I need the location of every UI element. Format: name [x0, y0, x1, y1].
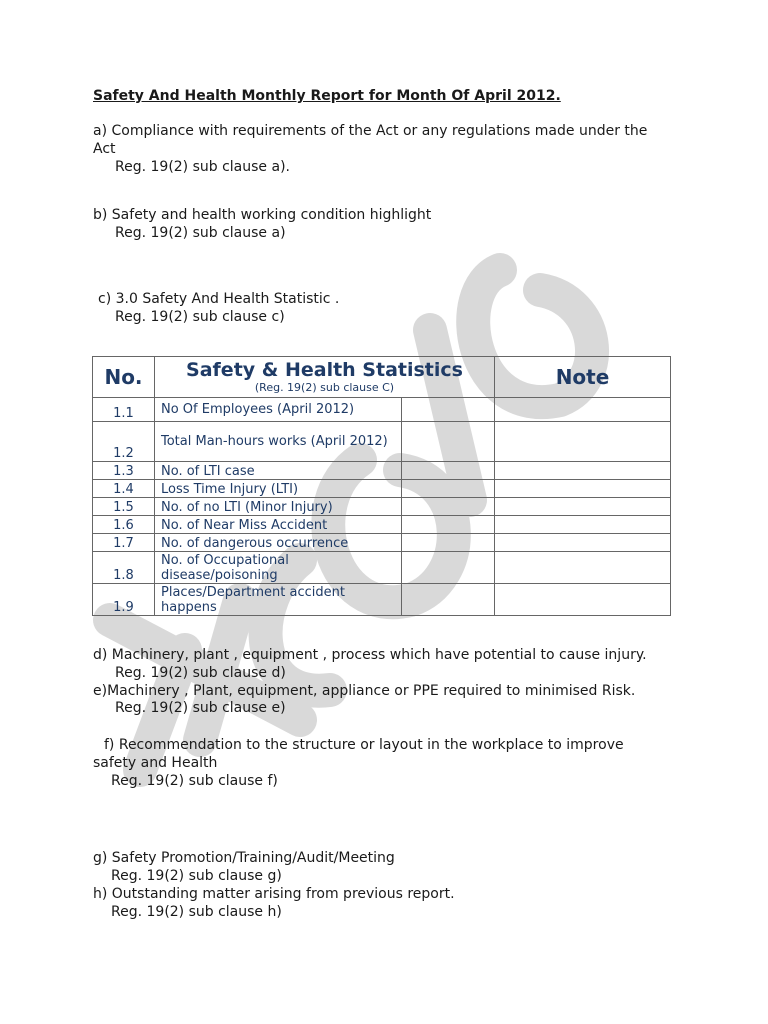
row-number: 1.4 — [93, 480, 155, 498]
section-a-reg: Reg. 19(2) sub clause a). — [115, 159, 290, 175]
section-c-reg: Reg. 19(2) sub clause c) — [115, 309, 285, 325]
row-note-cell[interactable] — [495, 422, 671, 462]
table-row — [93, 422, 671, 462]
row-note-cell[interactable] — [495, 552, 671, 584]
row-note-cell[interactable] — [495, 498, 671, 516]
header-note: Note — [495, 357, 671, 398]
row-item: Total Man-hours works (April 2012) — [155, 422, 402, 462]
row-note-cell[interactable] — [495, 516, 671, 534]
row-note-cell[interactable] — [495, 584, 671, 616]
row-value-cell[interactable] — [402, 584, 495, 616]
section-f-text: f) Recommendation to the structure or layout in the workplace to improve — [104, 737, 624, 753]
header-stats-title: Safety & Health Statistics — [186, 359, 463, 381]
table-row — [93, 498, 671, 516]
section-a-text-cont: Act — [93, 141, 116, 157]
row-item: No Of Employees (April 2012) — [155, 398, 402, 422]
row-note-cell[interactable] — [495, 480, 671, 498]
row-number: 1.8 — [93, 552, 155, 584]
section-g-text: g) Safety Promotion/Training/Audit/Meeting — [93, 850, 395, 866]
table-row — [93, 516, 671, 534]
row-number: 1.3 — [93, 462, 155, 480]
row-value-cell[interactable] — [402, 398, 495, 422]
table-row — [93, 552, 671, 584]
section-e-text: e)Machinery , Plant, equipment, appliance or PPE required to minimised Risk. — [93, 683, 636, 699]
row-number: 1.5 — [93, 498, 155, 516]
section-c-text: c) 3.0 Safety And Health Statistic . — [98, 291, 340, 307]
row-value-cell[interactable] — [402, 498, 495, 516]
header-stats-sub: (Reg. 19(2) sub clause C) — [254, 381, 395, 394]
section-f-reg: Reg. 19(2) sub clause f) — [111, 773, 278, 789]
row-number: 1.6 — [93, 516, 155, 534]
report-title: Safety And Health Monthly Report for Month Of April 2012. — [93, 88, 561, 104]
row-value-cell[interactable] — [402, 552, 495, 584]
row-item: Loss Time Injury (LTI) — [155, 480, 402, 498]
row-note-cell[interactable] — [495, 398, 671, 422]
section-g-reg: Reg. 19(2) sub clause g) — [111, 868, 282, 884]
row-value-cell[interactable] — [402, 534, 495, 552]
row-note-cell[interactable] — [495, 534, 671, 552]
row-value-cell[interactable] — [402, 516, 495, 534]
row-item: No. of dangerous occurrence — [155, 534, 402, 552]
row-item: No. of Occupational disease/poisoning — [155, 552, 402, 584]
table-header-row — [93, 357, 671, 398]
section-b-text: b) Safety and health working condition highlight — [93, 207, 432, 223]
section-e-reg: Reg. 19(2) sub clause e) — [115, 700, 286, 716]
table-row — [93, 398, 671, 422]
row-number: 1.9 — [93, 584, 155, 616]
row-item: No. of Near Miss Accident — [155, 516, 402, 534]
table-row — [93, 584, 671, 616]
row-value-cell[interactable] — [402, 422, 495, 462]
row-number: 1.2 — [93, 422, 155, 462]
table-row — [93, 462, 671, 480]
section-d-text: d) Machinery, plant , equipment , process which have potential to cause injury. — [93, 647, 647, 663]
row-note-cell[interactable] — [495, 462, 671, 480]
row-item: No. of LTI case — [155, 462, 402, 480]
header-no: No. — [93, 357, 155, 398]
section-h-reg: Reg. 19(2) sub clause h) — [111, 904, 282, 920]
statistics-table — [92, 356, 671, 616]
table-row — [93, 534, 671, 552]
header-stats — [155, 357, 495, 398]
row-number: 1.7 — [93, 534, 155, 552]
section-d-reg: Reg. 19(2) sub clause d) — [115, 665, 286, 681]
row-value-cell[interactable] — [402, 480, 495, 498]
section-h-text: h) Outstanding matter arising from previous report. — [93, 886, 455, 902]
table-row — [93, 480, 671, 498]
section-f-text-cont: safety and Health — [93, 755, 218, 771]
section-b-reg: Reg. 19(2) sub clause a) — [115, 225, 286, 241]
section-a-text: a) Compliance with requirements of the Act or any regulations made under the — [93, 123, 648, 139]
row-value-cell[interactable] — [402, 462, 495, 480]
row-number: 1.1 — [93, 398, 155, 422]
row-item: No. of no LTI (Minor Injury) — [155, 498, 402, 516]
row-item: Places/Department accident happens — [155, 584, 402, 616]
